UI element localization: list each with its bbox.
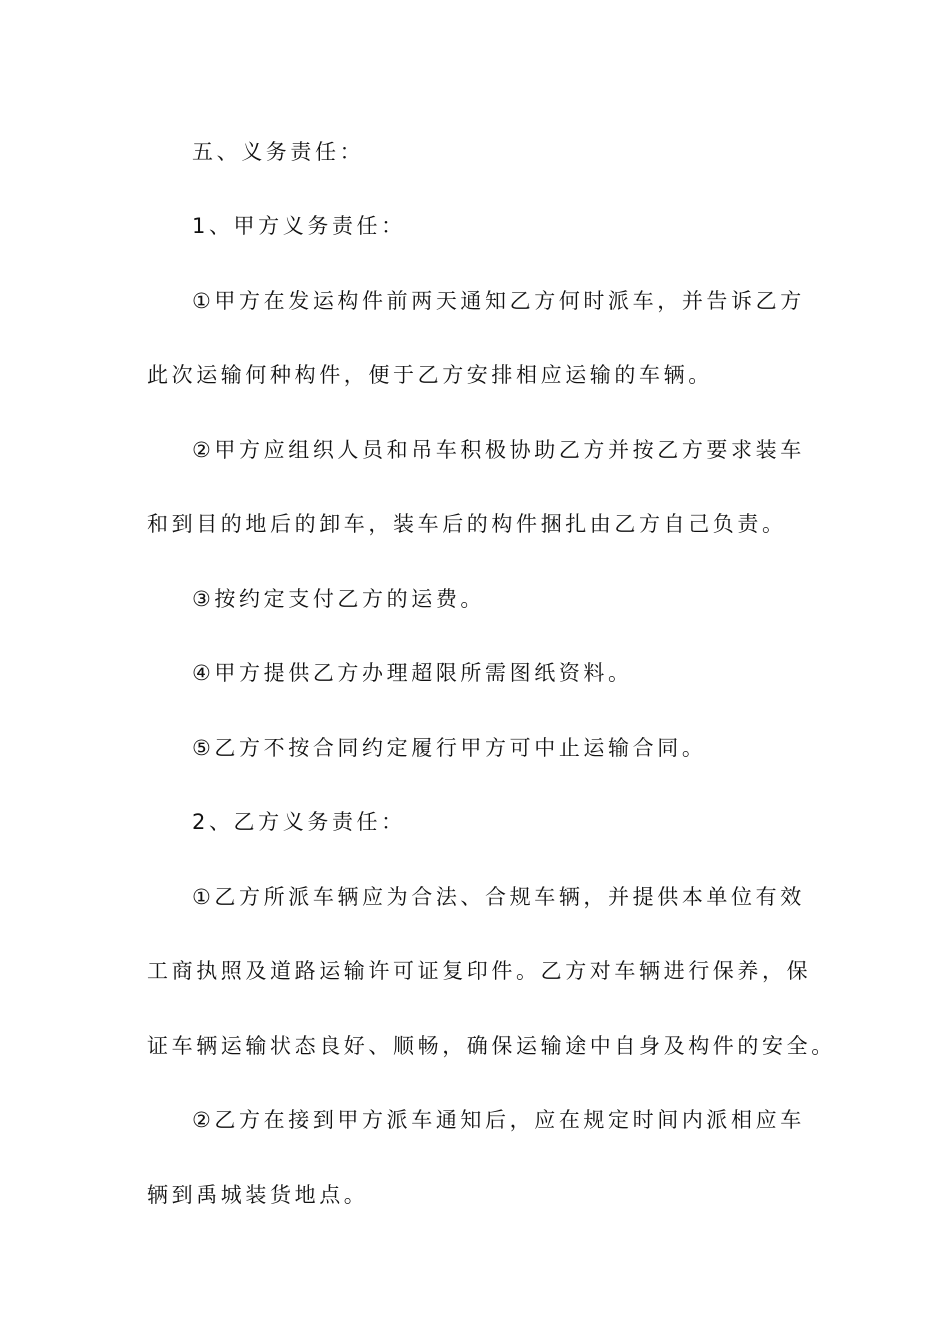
paragraph-line: 工商执照及道路运输许可证复印件。乙方对车辆进行保养，保 xyxy=(147,959,812,983)
paragraph-line: ②乙方在接到甲方派车通知后，应在规定时间内派相应车 xyxy=(192,1108,805,1132)
paragraph-line: ②甲方应组织人员和吊车积极协助乙方并按乙方要求装车 xyxy=(192,438,805,462)
paragraph-line: 此次运输何种构件，便于乙方安排相应运输的车辆。 xyxy=(147,363,713,387)
paragraph-line: 和到目的地后的卸车，装车后的构件捆扎由乙方自己负责。 xyxy=(147,512,787,536)
paragraph-line: ③按约定支付乙方的运费。 xyxy=(192,587,486,611)
paragraph-line: 证车辆运输状态良好、顺畅，确保运输途中自身及构件的安全。 xyxy=(147,1034,836,1058)
subsection-heading-party-b: 2、乙方义务责任： xyxy=(192,810,406,834)
paragraph-line: ①甲方在发运构件前两天通知乙方何时派车，并告诉乙方 xyxy=(192,289,805,313)
paragraph-line: ⑤乙方不按合同约定履行甲方可中止运输合同。 xyxy=(192,736,707,760)
paragraph-line: 辆到禹城装货地点。 xyxy=(147,1183,369,1207)
paragraph-line: ①乙方所派车辆应为合法、合规车辆，并提供本单位有效 xyxy=(192,885,805,909)
section-heading: 五、义务责任： xyxy=(192,140,365,164)
subsection-heading-party-a: 1、甲方义务责任： xyxy=(192,214,406,238)
paragraph-line: ④甲方提供乙方办理超限所需图纸资料。 xyxy=(192,661,633,685)
